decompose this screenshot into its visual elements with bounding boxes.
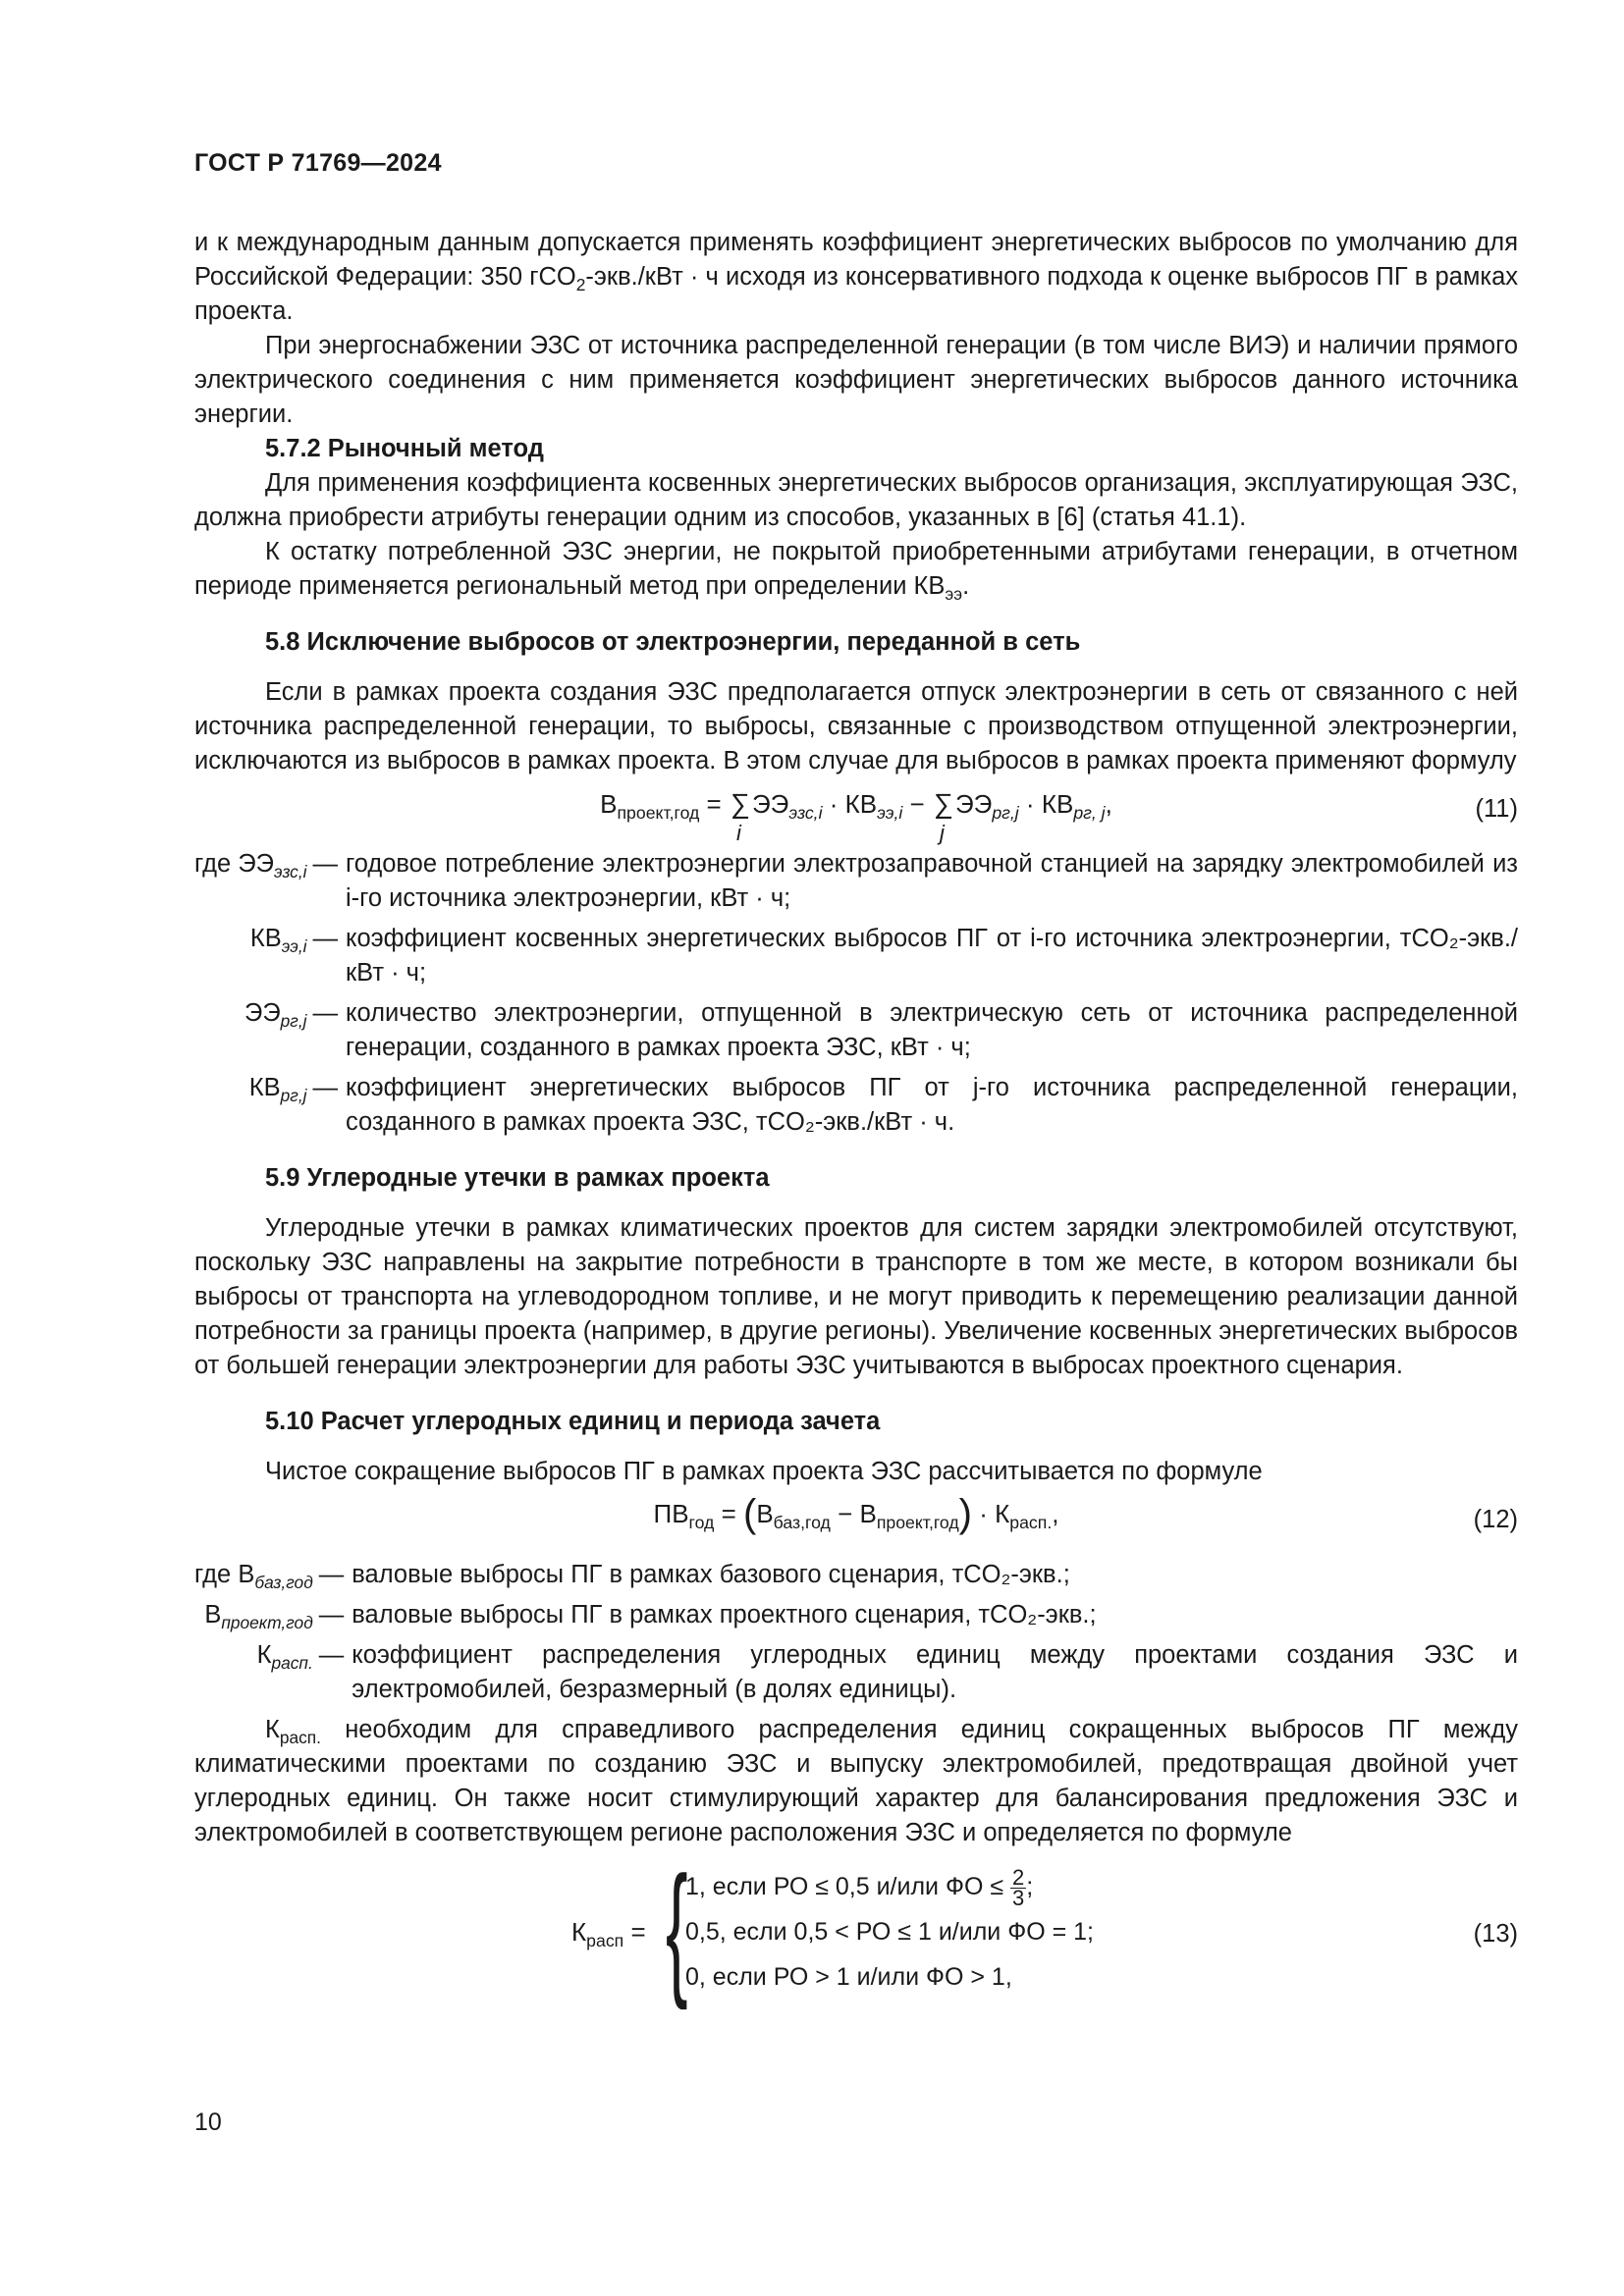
definition-item: $В_{проект,год}$ — валовые выбросы ПГ в рамках проектного сценария, тCO₂-экв.; — [194, 1598, 1518, 1638]
page-number: 10 — [194, 2109, 222, 2136]
definition-symbol: где $В_{баз,год}$ — [194, 1561, 313, 1593]
section-heading: 5.10 Расчет углеродных единиц и периода зачета — [265, 1408, 881, 1435]
section-heading: 5.9 Углеродные утечки в рамках проекта — [265, 1164, 770, 1192]
formula-12: $ПВ_{год} = (В_{баз,год} - В_{проект,год}) \cdot К_{расп.}$, (12) — [653, 1492, 1518, 1535]
definition-text: коэффициент косвенных энергетических выбросов ПГ от i-го источника электроэнергии, тCO₂-экв./кВт · ч; — [346, 925, 1518, 987]
paragraph: $К_{расп.}$ необходим для справедливого распределения единиц сокращенных выбросов ПГ между климатическими проектами по созданию ЭЗС и выпуску электромобилей, предотвращая двойной учет углеродных единиц. Он также носит стимулирующий характер для балансирования предложения ЭЗС и электромобилей в соответствующем регионе расположения ЭЗС и определяется по формуле — [194, 1716, 1518, 1846]
definition-text: годовое потребление электроэнергии электрозаправочной станцией на зарядку электромобилей из i-го источника электроэнергии, кВт · ч; — [346, 850, 1518, 912]
definitions-list — [194, 1558, 1518, 1713]
paragraph: Для применения коэффициента косвенных энергетических выбросов организация, эксплуатирующая ЭЗС, должна приобрести атрибуты генерации одним из способов, указанных в [6] (статья 41.1). — [194, 469, 1518, 531]
definition-symbol: $ЭЭ_{рг,j}$ — [244, 999, 307, 1032]
formula-number: (13) — [1473, 1920, 1518, 1948]
formula-11: $В_{проект,год}$ = ∑ i $ЭЭ_{эзс,i} \cdot КВ_{ээ,i}$ − ∑ j $ЭЭ_{рг,j} \cdot КВ_{рг, j}$, (11) — [600, 788, 1518, 845]
paragraph: Углеродные утечки в рамках климатических проектов для систем зарядки электромобилей отсутствуют, поскольку ЭЗС направлены на закрытие потребности в транспорте в том же месте, в котором возникали бы выбросы от транспорта на углеводородном топливе, и не могут приводить к перемещению реализации данной потребности за границы проекта (например, в другие регионы). Увеличение косвенных энергетических выбросов от большей генерации электроэнергии для работы ЭЗС учитываются в выбросах проектного сценария. — [194, 1214, 1518, 1379]
definition-item: $К_{расп.}$ — коэффициент распределения углеродных единиц между проектами создания ЭЗС и электромобилей, безразмерный (в долях единицы). — [194, 1638, 1518, 1713]
formula-13: $К_{расп}$ = { 1, если РО ≤ 0,5 и/или ФО ≤ $\frac{2}{3}$ ; 0,5, если 0,5 < РО ≤ 1 и/или ФО = 1; 0, если РО > 1 и/или ФО > 1, (13) — [571, 1845, 1518, 2010]
definition-symbol: $КВ_{ээ,i}$ — [249, 925, 307, 957]
definition-item: $ЭЭ_{рг,j}$ — количество электроэнергии, отпущенной в электрическую сеть от источника распределенной генерации, созданного в рамках проекта ЭЗС, кВт · ч; — [194, 996, 1518, 1071]
paragraph: и к международным данным допускается применять коэффициент энергетических выбросов по умолчанию для Российской Федерации: 350 гCO$_2$-экв./кВт · ч исходя из консервативного подхода к оценке выбросов ПГ в рамках проекта. — [194, 229, 1519, 325]
definition-text: коэффициент энергетических выбросов ПГ от j-го источника распределенной генерации, созданного в рамках проекта ЭЗС, тCO₂-экв./кВт · ч. — [346, 1074, 1518, 1136]
definition-text: валовые выбросы ПГ в рамках базового сценария, тCO₂-экв.; — [352, 1561, 1070, 1588]
definition-symbol: где $ЭЭ_{эзс,i}$ — [194, 850, 307, 882]
definition-text: коэффициент распределения углеродных единиц между проектами создания ЭЗС и электромобилей, безразмерный (в долях единицы). — [352, 1641, 1518, 1703]
definition-symbol: $В_{проект,год}$ — [204, 1601, 313, 1633]
definitions-list — [194, 847, 1518, 1146]
definition-text: валовые выбросы ПГ в рамках проектного сценария, тCO₂-экв.; — [352, 1601, 1097, 1629]
section-heading: 5.7.2 Рыночный метод — [265, 435, 544, 462]
document-body — [194, 226, 1519, 2010]
definition-item: где $В_{баз,год}$ — валовые выбросы ПГ в рамках базового сценария, тCO₂-экв.; — [194, 1558, 1518, 1598]
formula-number: (12) — [1473, 1506, 1518, 1533]
document-header: ГОСТ Р 71769—2024 — [194, 149, 442, 177]
definition-symbol: $К_{расп.}$ — [256, 1641, 313, 1674]
paragraph: При энергоснабжении ЭЗС от источника распределенной генерации (в том числе ВИЭ) и наличии прямого электрического соединения с ним применяется коэффициент энергетических выбросов данного источника энергии. — [194, 332, 1518, 428]
paragraph: Если в рамках проекта создания ЭЗС предполагается отпуск электроэнергии в сеть от связанного с ней источника распределенной генерации, то выбросы, связанные с производством отпущенной электроэнергии, исключаются из выбросов в рамках проекта. В этом случае для выбросов в рамках проекта применяют формулу — [194, 678, 1518, 774]
paragraph: Чистое сокращение выбросов ПГ в рамках проекта ЭЗС рассчитывается по формуле — [265, 1458, 1263, 1485]
definition-text: количество электроэнергии, отпущенной в электрическую сеть от источника распределенной генерации, созданного в рамках проекта ЭЗС, кВт · ч; — [346, 999, 1518, 1061]
definition-item: $КВ_{рг,j}$ — коэффициент энергетических выбросов ПГ от j-го источника распределенной генерации, созданного в рамках проекта ЭЗС, тCO₂-экв./кВт · ч. — [194, 1071, 1518, 1146]
definition-item: где $ЭЭ_{эзс,i}$ — годовое потребление электроэнергии электрозаправочной станцией на зарядку электромобилей из i-го источника электроэнергии, кВт · ч; — [194, 847, 1518, 922]
definition-item: $КВ_{ээ,i}$ — коэффициент косвенных энергетических выбросов ПГ от i-го источника электроэнергии, тCO₂-экв./кВт · ч; — [194, 922, 1518, 996]
paragraph: К остатку потребленной ЭЗС энергии, не покрытой приобретенными атрибутами генерации, в отчетном периоде применяется региональный метод при определении $КВ_{ээ}$. — [194, 538, 1518, 605]
section-heading: 5.8 Исключение выбросов от электроэнергии, переданной в сеть — [265, 628, 1081, 656]
formula-number: (11) — [1475, 795, 1518, 823]
definition-symbol: $КВ_{рг,j}$ — [248, 1074, 307, 1106]
